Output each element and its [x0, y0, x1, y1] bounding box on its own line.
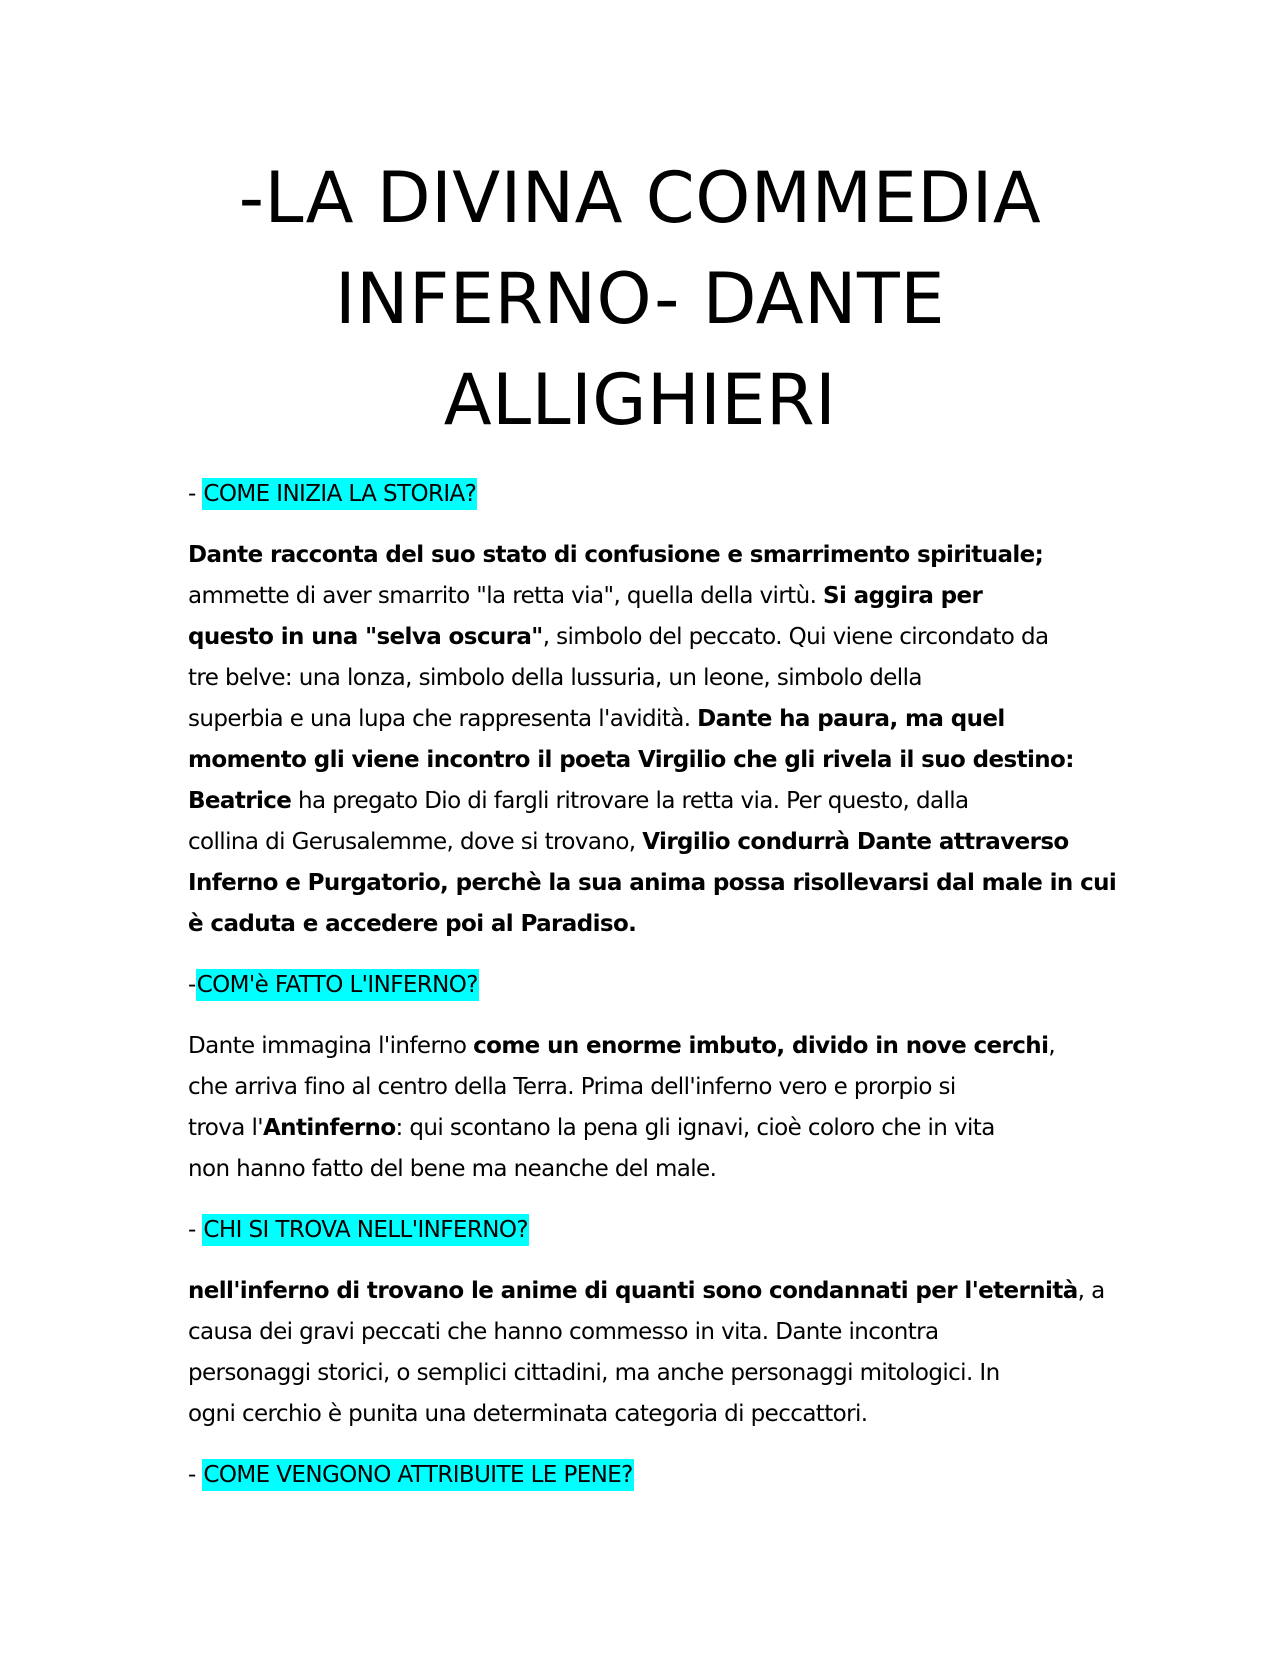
bold-text: Antinferno	[262, 1115, 396, 1141]
question-heading-3	[188, 1210, 1088, 1251]
bold-text: nell'inferno di trovano le anime di quanti sono condannati per l'eternità	[188, 1278, 1078, 1304]
highlighted-question: COM'è FATTO L'INFERNO?	[196, 969, 479, 1001]
text-line	[188, 863, 1117, 904]
paragraph-1	[188, 535, 1117, 945]
title-line-2: INFERNO- DANTE	[335, 258, 945, 340]
text-line	[188, 699, 1088, 740]
bold-text: momento gli viene incontro il poeta Virgilio che gli rivela il suo destino:	[188, 747, 1074, 773]
text-line: che arriva fino al centro della Terra. Prima dell'inferno vero e prorpio si	[188, 1074, 956, 1100]
text-line: ogni cerchio è punita una determinata categoria di peccattori.	[188, 1401, 868, 1427]
bold-text: Dante ha paura, ma quel	[697, 706, 1005, 732]
document-title	[150, 148, 1130, 451]
bold-text: Beatrice	[188, 788, 292, 814]
text-line	[188, 576, 1088, 617]
plain-text: : qui scontano la pena gli ignavi, cioè coloro che in vita	[395, 1115, 995, 1141]
bold-text: è caduta e accedere poi al Paradiso.	[188, 911, 637, 937]
paragraph-2	[188, 1026, 1088, 1190]
text-line: tre belve: una lonza, simbolo della lussuria, un leone, simbolo della	[188, 665, 922, 691]
plain-text: , a	[1077, 1278, 1105, 1304]
plain-text: ha pregato Dio di fargli ritrovare la retta via. Per questo, dalla	[291, 788, 969, 814]
title-line-1: -LA DIVINA COMMEDIA	[238, 157, 1042, 239]
question-heading-1	[188, 474, 1088, 515]
text-line	[188, 781, 1088, 822]
text-line	[188, 535, 1088, 576]
text-line	[188, 1026, 1088, 1067]
highlighted-question: CHI SI TROVA NELL'INFERNO?	[202, 1214, 529, 1246]
question-heading-4	[188, 1455, 1088, 1496]
text-line	[188, 1108, 1088, 1149]
plain-text: trova l'	[188, 1115, 263, 1141]
plain-text: collina di Gerusalemme, dove si trovano,	[188, 829, 643, 855]
question-prefix: -	[188, 1217, 203, 1243]
question-prefix: -	[188, 481, 203, 507]
text-line	[188, 1271, 1105, 1312]
document-body	[188, 474, 1117, 1516]
highlighted-question: COME INIZIA LA STORIA?	[202, 478, 477, 510]
text-line	[188, 904, 1088, 945]
bold-text: come un enorme imbuto, divido in nove cerchi	[473, 1033, 1049, 1059]
plain-text: superbia e una lupa che rappresenta l'avidità.	[188, 706, 698, 732]
plain-text: ,	[1048, 1033, 1056, 1059]
text-line: personaggi storici, o semplici cittadini, ma anche personaggi mitologici. In	[188, 1360, 1000, 1386]
question-prefix: -	[188, 1462, 203, 1488]
bold-text: questo in una "selva oscura"	[188, 624, 543, 650]
text-line: causa dei gravi peccati che hanno commesso in vita. Dante incontra	[188, 1319, 939, 1345]
bold-text: Inferno e Purgatorio, perchè la sua anima possa risollevarsi dal male in cui	[188, 870, 1117, 896]
plain-text: , simbolo del peccato. Qui viene circondato da	[542, 624, 1049, 650]
text-line	[188, 822, 1088, 863]
bold-text: Virgilio condurrà Dante attraverso	[642, 829, 1069, 855]
question-prefix: -	[188, 972, 196, 998]
text-line: non hanno fatto del bene ma neanche del male.	[188, 1156, 717, 1182]
paragraph-3	[188, 1271, 1105, 1435]
question-heading-2	[188, 965, 1088, 1006]
text-line	[188, 740, 1088, 781]
bold-text: Si aggira per	[823, 583, 983, 609]
bold-text: Dante racconta del suo stato di confusione e smarrimento spirituale;	[188, 542, 1044, 568]
title-line-3: ALLIGHIERI	[443, 359, 837, 441]
plain-text: Dante immagina l'inferno	[188, 1033, 474, 1059]
highlighted-question: COME VENGONO ATTRIBUITE LE PENE?	[202, 1459, 633, 1491]
text-line	[188, 617, 1088, 658]
plain-text: ammette di aver smarrito "la retta via", quella della virtù.	[188, 583, 823, 609]
